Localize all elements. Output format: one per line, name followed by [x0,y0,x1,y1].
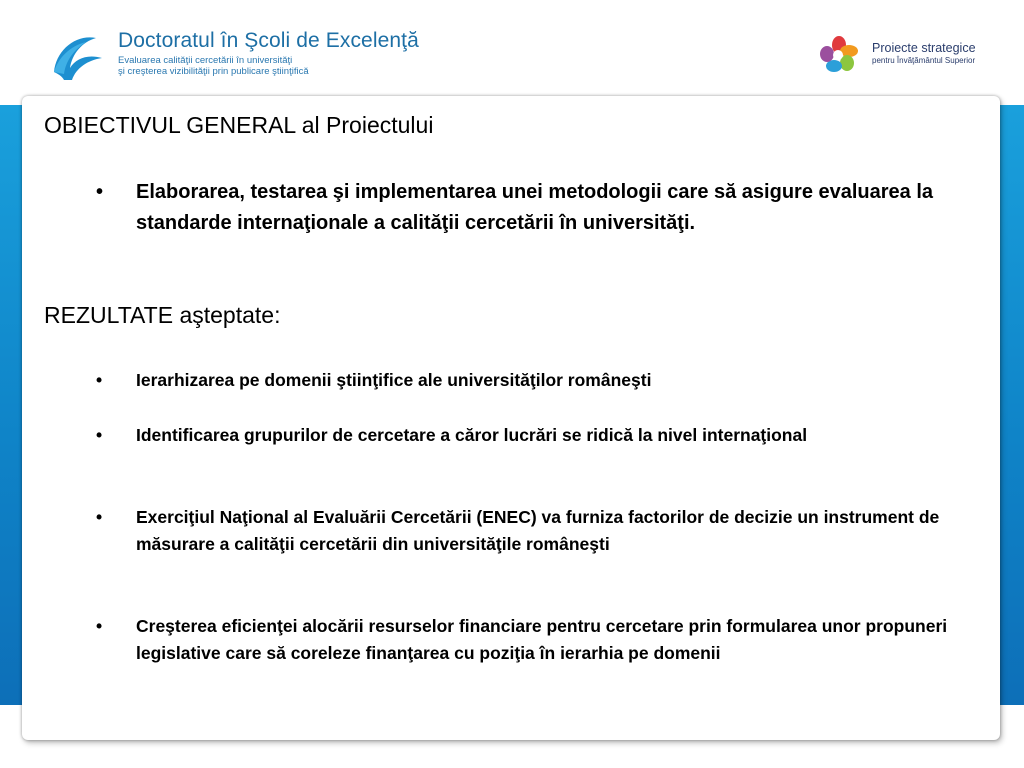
brand-subtitle-line1: Evaluarea calităţii cercetării în universităţi [118,55,293,66]
objective-bullet [96,177,976,239]
slide-header [0,0,1024,100]
result-bullet [96,504,976,558]
results-heading: REZULTATE aşteptate: [44,302,281,328]
bullet-glyph: • [96,616,103,636]
bullet-glyph: • [96,370,103,390]
result-text: Creşterea eficienţei alocării resurselor financiare pentru cercetare prin formularea unor propuneri legislative care să coreleze finanţarea cu poziţia în ierarhia pe domenii [136,616,948,663]
content-card [22,96,1000,740]
partner-title: Proiecte strategice [872,41,976,55]
proiecte-strategice-flower-icon [818,35,860,75]
brand-title: Doctoratul în Şcoli de Excelenţă [118,29,419,52]
result-bullet [96,613,976,667]
objective-heading: OBIECTIVUL GENERAL al Proiectului [44,112,434,138]
result-text: Identificarea grupurilor de cercetare a căror lucrări se ridică la nivel internaţional [136,425,808,445]
result-bullet [96,422,976,449]
result-text: Exerciţiul Naţional al Evaluării Cercetării (ENEC) va furniza factorilor de decizie un instrument de măsurare a calităţii cercetării din universităţile româneşti [136,507,940,554]
partner-subtitle: pentru Învăţământul Superior [872,56,976,65]
objective-text: Elaborarea, testarea şi implementarea unei metodologii care să asigure evaluarea la standarde internaţionale a calităţii cercetării în universităţi. [136,181,934,234]
doctorat-logo-icon [46,28,106,80]
brand-subtitle-line2: şi creşterea vizibilităţii prin publicare ştiinţifică [118,66,309,77]
result-bullet [96,367,976,394]
result-text: Ierarhizarea pe domenii ştiinţifice ale universităţilor româneşti [136,370,652,390]
bullet-glyph: • [96,425,103,445]
bullet-glyph: • [96,181,104,203]
bullet-glyph: • [96,507,103,527]
